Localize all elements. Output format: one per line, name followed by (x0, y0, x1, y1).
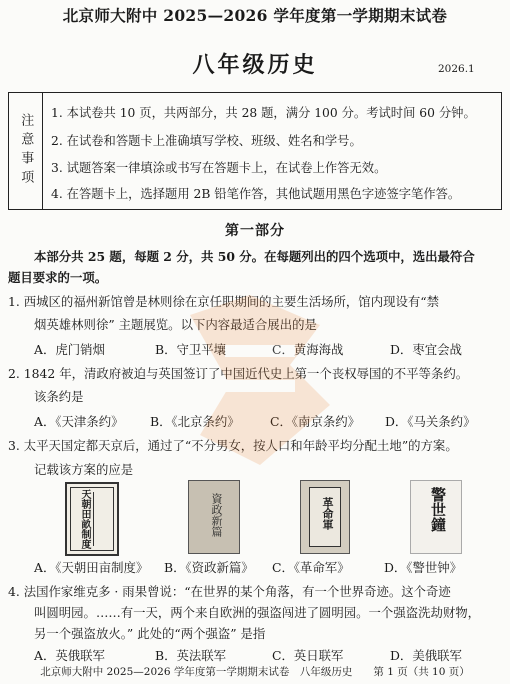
question-4-option-d: D．美俄联军 (390, 648, 462, 663)
question-4-stem: 叫圆明园。……有一天，两个来自欧洲的强盗闯进了圆明园。一个强盗洗劫财物， (34, 605, 481, 620)
question-1-stem: 烟英雄林则徐” 主题展览。以下内容最适合展出的是 (34, 317, 317, 332)
book-cover-image-d (410, 480, 462, 554)
notice-item: 4. 在答题卡上，选择题用 2B 铅笔作答，其他试题用黑色字迹签字笔作答。 (51, 187, 461, 201)
question-2-option-a: A．《天津条约》 (34, 414, 124, 429)
question-2-option-d: D．《马关条约》 (385, 414, 476, 429)
question-1-option-a: A．虎门销烟 (34, 342, 105, 357)
question-3-stem: 记载该方案的应是 (34, 462, 134, 477)
question-4-stem: 4. 法国作家维克多 · 雨果曾说：“在世界的某个角落，有一个世界奇迹。这个奇迹 (8, 584, 451, 599)
question-1-option-c: C．黄海海战 (272, 342, 344, 357)
book-cover-title: 警世鐘 (429, 487, 447, 532)
question-3-option-a: A．《天朝田亩制度》 (34, 560, 149, 575)
exam-title: 北京师大附中 2025—2026 学年度第一学期期末试卷 (62, 6, 448, 25)
question-3-option-b: B．《资政新篇》 (164, 560, 254, 575)
question-2-option-b: B．《北京条约》 (150, 414, 240, 429)
book-cover-title: 革命軍 (321, 497, 334, 530)
question-3-option-c: C．《革命军》 (272, 560, 350, 575)
subject-title: 八年级历史 (192, 52, 318, 78)
notice-item: 2. 在试卷和答题卡上准确填写学校、班级、姓名和学号。 (51, 134, 362, 148)
part-intro-line: 题目要求的一项。 (8, 270, 108, 285)
question-4-option-a: A．英俄联军 (34, 648, 105, 663)
question-1-option-b: B．守卫平壤 (155, 342, 227, 357)
part-title: 第一部分 (225, 223, 285, 239)
notice-label: 注意事项 (18, 113, 34, 189)
question-3-option-d: D．《警世钟》 (384, 560, 463, 575)
notice-item: 3. 试题答案一律填涂或书写在答题卡上，在试卷上作答无效。 (51, 161, 387, 175)
question-2-option-c: C．《南京条约》 (270, 414, 361, 429)
question-2-stem: 2. 1842 年，清政府被迫与英国签订了中国近代史上第一个丧权辱国的不平等条约。 (8, 366, 469, 381)
book-cover-image-c (300, 480, 350, 554)
question-4-stem: 另一个强盗放火。” 此处的“两个强盗” 是指 (34, 626, 266, 641)
part-intro-line: 本部分共 25 题，每题 2 分，共 50 分。在每题列出的四个选项中，选出最符合 (34, 249, 475, 264)
question-4-option-b: B．英法联军 (155, 648, 227, 663)
page-footer: 北京师大附中 2025—2026 学年度第一学期期末试卷 八年级历史 第 1 页（共 10 页） (40, 666, 470, 678)
question-3-stem: 3. 太平天国定都天京后，通过了“不分男女，按人口和年龄平均分配土地”的方案。 (8, 438, 458, 453)
book-cover-title: 天朝田畝制度 (79, 489, 90, 549)
question-4-option-c: C．英日联军 (272, 648, 344, 663)
book-cover-title: 資政新篇 (210, 493, 223, 537)
notice-box (8, 92, 502, 210)
question-1-option-d: D．枣宜会战 (390, 342, 462, 357)
question-1-stem: 1. 西城区的福州新馆曾是林则徐在京任职期间的主要生活场所，馆内现设有“禁 (8, 294, 439, 309)
notice-label-column (9, 93, 43, 209)
exam-date: 2026.1 (438, 63, 475, 75)
book-cover-image-b (188, 480, 240, 554)
book-cover-image-a (65, 482, 119, 556)
question-2-stem: 该条约是 (34, 389, 84, 404)
notice-item: 1. 本试卷共 10 页，共两部分，共 28 题，满分 100 分。考试时间 60 分钟。 (51, 106, 476, 120)
